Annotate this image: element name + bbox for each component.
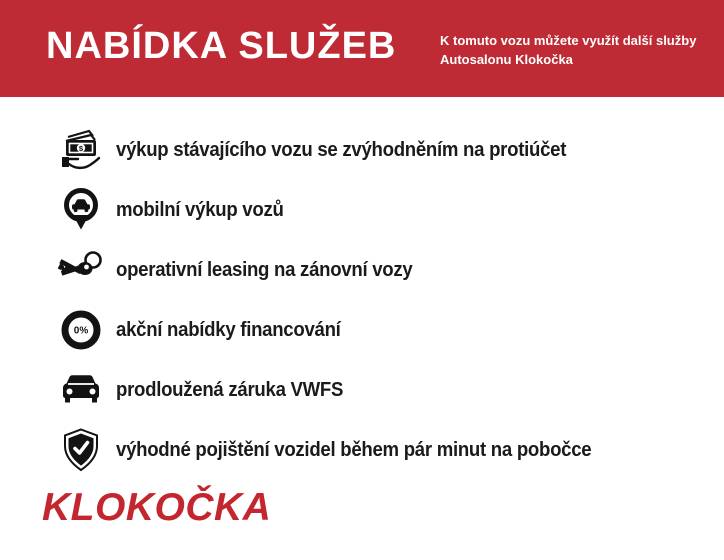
header-subtitle-line1: K tomuto vozu můžete využít další služby — [440, 33, 697, 48]
page-title: NABÍDKA SLUŽEB — [46, 25, 397, 67]
service-label: výhodné pojištění vozidel během pár minut na pobočce — [116, 438, 592, 461]
service-row — [58, 360, 698, 420]
car-location-pin-icon — [58, 187, 104, 233]
service-row — [58, 180, 698, 240]
cash-in-hand-icon — [58, 127, 104, 173]
service-row — [58, 300, 698, 360]
service-label: mobilní výkup vozů — [116, 198, 284, 221]
service-label: akční nabídky financování — [116, 318, 341, 341]
car-keys-icon — [58, 247, 104, 293]
service-row — [58, 240, 698, 300]
car-front-icon — [58, 367, 104, 413]
service-label: operativní leasing na zánovní vozy — [116, 258, 413, 281]
services-list — [58, 120, 698, 480]
header-subtitle-line2: Autosalonu Klokočka — [440, 52, 573, 67]
svg-text:$: $ — [78, 144, 84, 153]
service-row — [58, 120, 698, 180]
header-subtitle — [440, 31, 700, 69]
klokocka-logo: KLOKOČKA — [42, 486, 272, 529]
shield-check-icon — [58, 427, 104, 473]
zero-percent-icon — [58, 307, 104, 353]
header-banner — [0, 0, 724, 97]
service-label: výkup stávajícího vozu se zvýhodněním na protiúčet — [116, 138, 567, 161]
service-row — [58, 420, 698, 480]
service-label: prodloužená záruka VWFS — [116, 378, 344, 401]
svg-text:0%: 0% — [73, 325, 89, 337]
